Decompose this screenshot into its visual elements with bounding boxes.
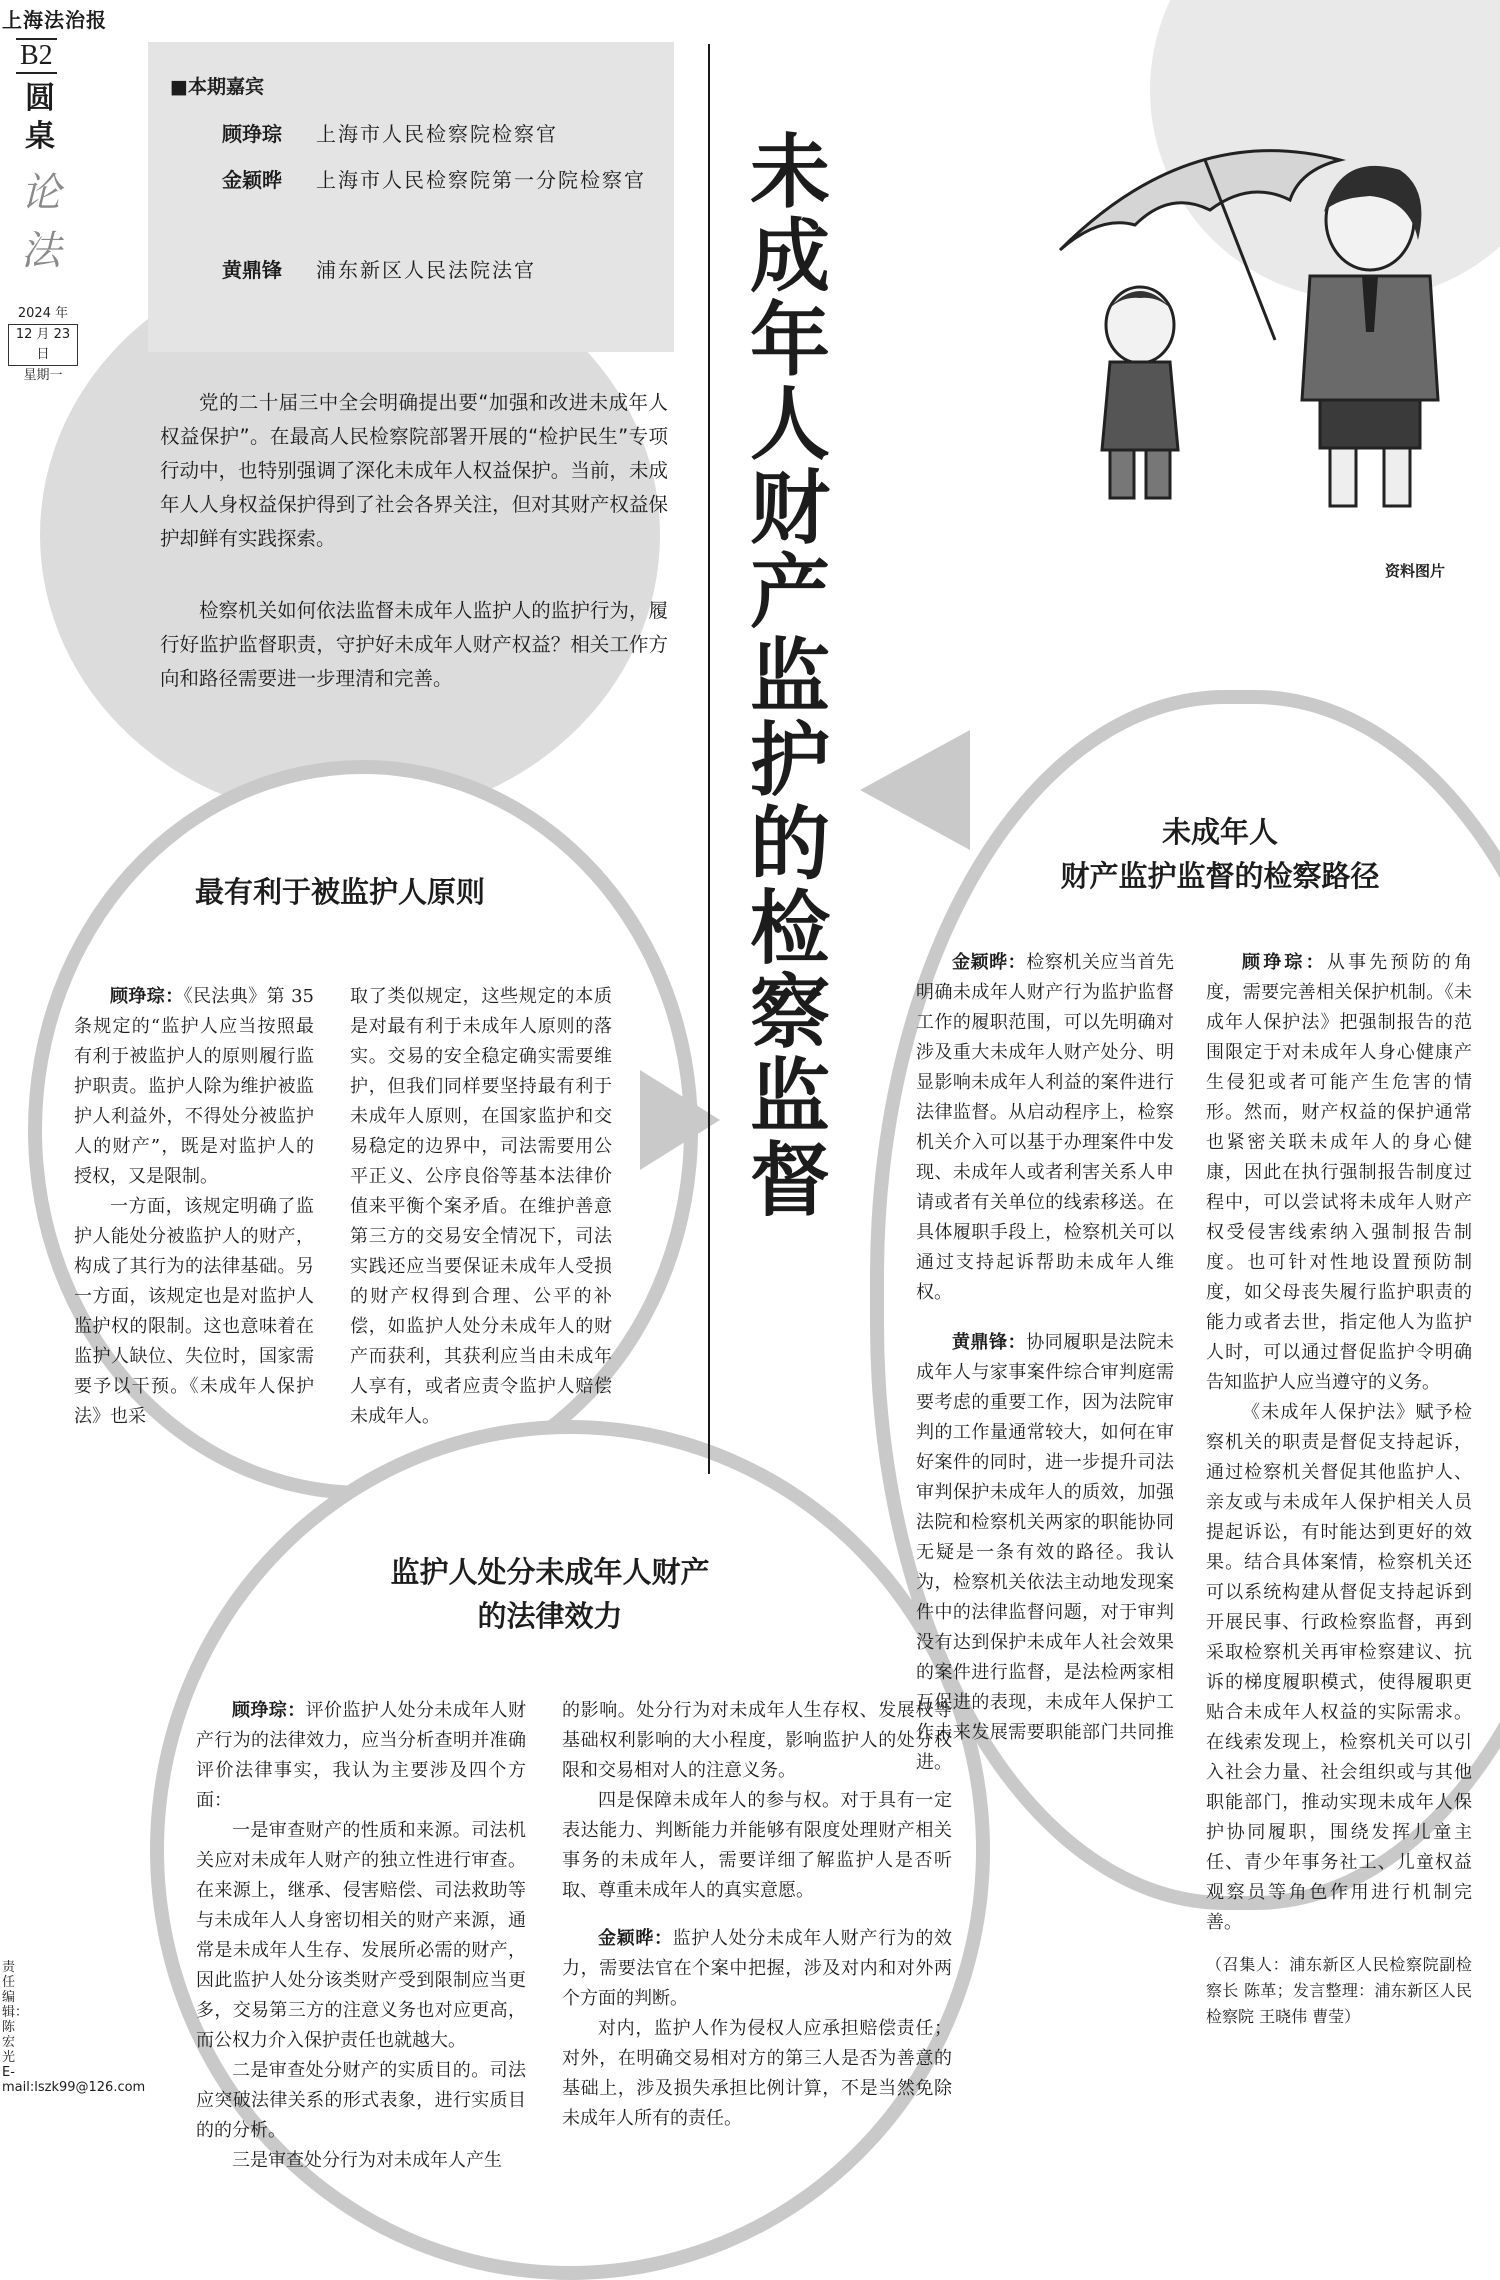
paragraph: 金颖晔：检察机关应当首先明确未成年人财产行为监护监督工作的履职范围，可以先明确对涉及重大未成年人财产处分、明显影响未成年人利益的案件进行法律监督。从启动程序上，检察机关介入可以基于办理案件中发现、未成年人或者利害关系人申请或者有关单位的线索移送。在具体履职手段上，检察机关可以通过支持起诉帮助未成年人维权。 xyxy=(916,952,1175,1303)
section1-col1 xyxy=(74,982,314,1432)
paragraph: 一方面，该规定明确了监护人能处分被监护人的财产，构成了其行为的法律基础。另一方面，该规定也是对监护人监护权的限制。这也意味着在监护人缺位、失位时，国家需要予以干预。《未成年人保护法》也采 xyxy=(74,1196,314,1427)
headline: 未成年人财产监护的检察监督 xyxy=(750,125,830,1227)
guests-header: ■本期嘉宾 xyxy=(170,76,264,98)
headline-rule xyxy=(708,44,710,1474)
paragraph: 的影响。处分行为对未成年人生存权、发展权等基础权利影响的大小程度，影响监护人的处分权限和交易相对人的注意义务。 xyxy=(562,1700,952,1781)
paragraph: 二是审查处分财产的实质目的。司法应突破法律关系的形式表象，进行实质目的的分析。 xyxy=(196,2060,526,2141)
paragraph: 金颖晔：监护人处分未成年人财产行为的效力，需要法官在个案中把握，涉及对内和对外两个方面的判断。 xyxy=(562,1928,953,2009)
section3-title: 未成年人 财产监护监督的检察路径 xyxy=(1060,815,1380,893)
section2-col2 xyxy=(562,1696,952,2134)
paragraph: 顾琤琮：评价监护人处分未成年人财产行为的法律效力，应当分析查明并准确评价法律事实，我认为主要涉及四个方面： xyxy=(196,1700,527,1811)
image-caption: 资料图片 xyxy=(1385,562,1446,580)
paragraph: 三是审查处分行为对未成年人产生 xyxy=(232,2150,502,2171)
section3-col1 xyxy=(916,948,1174,1778)
paragraph: 对内，监护人作为侵权人应承担赔偿责任；对外，在明确交易相对方的第三人是否为善意的基础上，涉及损失承担比例计算，不是当然免除未成年人所有的责任。 xyxy=(562,2018,952,2129)
editor-credit: 责任编辑：陈宏光 E-mail:lszk99@126.com xyxy=(2,1960,146,2095)
section1-title: 最有利于被监护人原则 xyxy=(194,875,485,909)
section3-col2 xyxy=(1206,948,1472,2030)
paragraph: 一是审查财产的性质和来源。司法机关应对未成年人财产的独立性进行审查。在来源上，继承、侵害赔偿、司法救助等与未成年人人身密切相关的财产来源，通常是未成年人生存、发展所必需的财产，因此监护人处分该类财产受到限制应当更多，交易第三方的注意义务也对应更高，而公权力介入保护责任也就越大。 xyxy=(196,1820,526,2051)
convener-note: （召集人：浦东新区人民检察院副检察长 陈革；发言整理：浦东新区人民检察院 王晓伟 曹莹） xyxy=(1206,1955,1472,2026)
paragraph: 四是保障未成年人的参与权。对于具有一定表达能力、判断能力并能够有限度处理财产相关事务的未成年人，需要详细了解监护人是否听取、尊重未成年人的真实意愿。 xyxy=(562,1790,952,1901)
section-name: 圆 桌 xyxy=(25,81,55,154)
intro-paragraph: 检察机关如何依法监督未成年人监护人的监护行为，履行好监护监督职责，守护好未成年人财产权益？相关工作方向和路径需要进一步理清和完善。 xyxy=(160,599,668,690)
section-italic: 论 法 xyxy=(21,170,61,274)
intro-paragraph: 党的二十届三中全会明确提出要“加强和改进未成年人权益保护”。在最高人民检察院部署开展的“检护民生”专项行动中，也特别强调了深化未成年人权益保护。当前，未成年人人身权益保护得到了社会各界关注，但对其财产权益保护却鲜有实践探索。 xyxy=(160,391,668,550)
paragraph: 《未成年人保护法》赋予检察机关的职责是督促支持起诉，通过检察机关督促其他监护人、亲友或与未成年人保护相关人员提起诉讼，有时能达到更好的效果。结合具体案情，检察机关还可以系统构建从督促支持起诉到开展民事、行政检察监督，再到采取检察机关再审检察建议、抗诉的梯度履职模式，使得履职更贴合未成年人权益的实际需求。在线索发现上，检察机关可以引入社会力量、社会组织或与其他职能部门，推动实现未成年人保护协同履职，围绕发挥儿童主任、青少年事务社工、儿童权益观察员等角色作用进行机制完善。 xyxy=(1206,1402,1472,1933)
guest-row: 黄鼎锋 浦东新区人民法院法官 xyxy=(222,258,536,282)
prosecutor-figure xyxy=(1302,166,1438,506)
paragraph: 顾琤琮：《民法典》第 35 条规定的“监护人应当按照最有利于被监护人的原则履行监护职责。监护人除为维护被监护人利益外，不得处分被监护人的财产”，既是对监护人的授权，又是限制。 xyxy=(74,986,314,1187)
ring-section3-pointer xyxy=(860,730,970,850)
paragraph: 顾琤琮：从事先预防的角度，需要完善相关保护机制。《未成年人保护法》把强制报告的范围限定于对未成年人身心健康产生侵犯或者可能产生危害的情形。然而，财产权益的保护通常也紧密关联未成年人的身心健康，因此在执行强制报告制度过程中，可以尝试将未成年人财产权受侵害线索纳入强制报告制度。也可针对性地设置预防制度，如父母丧失履行监护职责的能力或者去世，指定他人为监护人时，可以通过督促监护令明确告知监护人应当遵守的义务。 xyxy=(1206,952,1473,1393)
guest-row: 顾琤琮 上海市人民检察院检察官 xyxy=(222,122,558,146)
child-figure xyxy=(1102,287,1178,498)
issue-date: 2024 年 12 月 23 日 星期一 xyxy=(8,304,78,386)
paragraph: 黄鼎锋：协同履职是法院未成年人与家事案件综合审判庭需要考虑的重要工作，因为法院审判的工作量通常较大，如何在审好案件的同时，进一步提升司法审判保护未成年人的质效，加强法院和检察机关两家的职能协同无疑是一条有效的路径。我认为，检察机关依法主动地发现案件中的法律监督问题，对于审判没有达到保护未成年人社会效果的案件进行监督，是法检两家相互促进的表现，未成年人保护工作未来发展需要职能部门共同推进。 xyxy=(916,1332,1175,1773)
illustration xyxy=(1040,100,1480,520)
page-number: B2 xyxy=(16,38,57,74)
masthead: 上海法治报 xyxy=(2,8,107,32)
section2-title: 监护人处分未成年人财产 的法律效力 xyxy=(390,1555,710,1633)
section1-col2: 取了类似规定，这些规定的本质是对最有利于未成年人原则的落实。交易的安全稳定确实需要维护，但我们同样要坚持最有利于未成年人原则，在国家监护和交易稳定的边界中，司法需要用公平正义、公序良俗等基本法律价值来平衡个案矛盾。在维护善意第三方的交易安全情况下，司法实践还应当要保证未成年人受损的财产权得到合理、公平的补偿，如监护人处分未成年人的财产而获利，其获利应当由未成年人享有，或者应责令监护人赔偿未成年人。 xyxy=(350,986,612,1427)
guest-row: 金颖晔 上海市人民检察院第一分院检察官 xyxy=(222,168,646,192)
section2-col1 xyxy=(196,1696,526,2176)
umbrella-icon xyxy=(1060,151,1340,340)
